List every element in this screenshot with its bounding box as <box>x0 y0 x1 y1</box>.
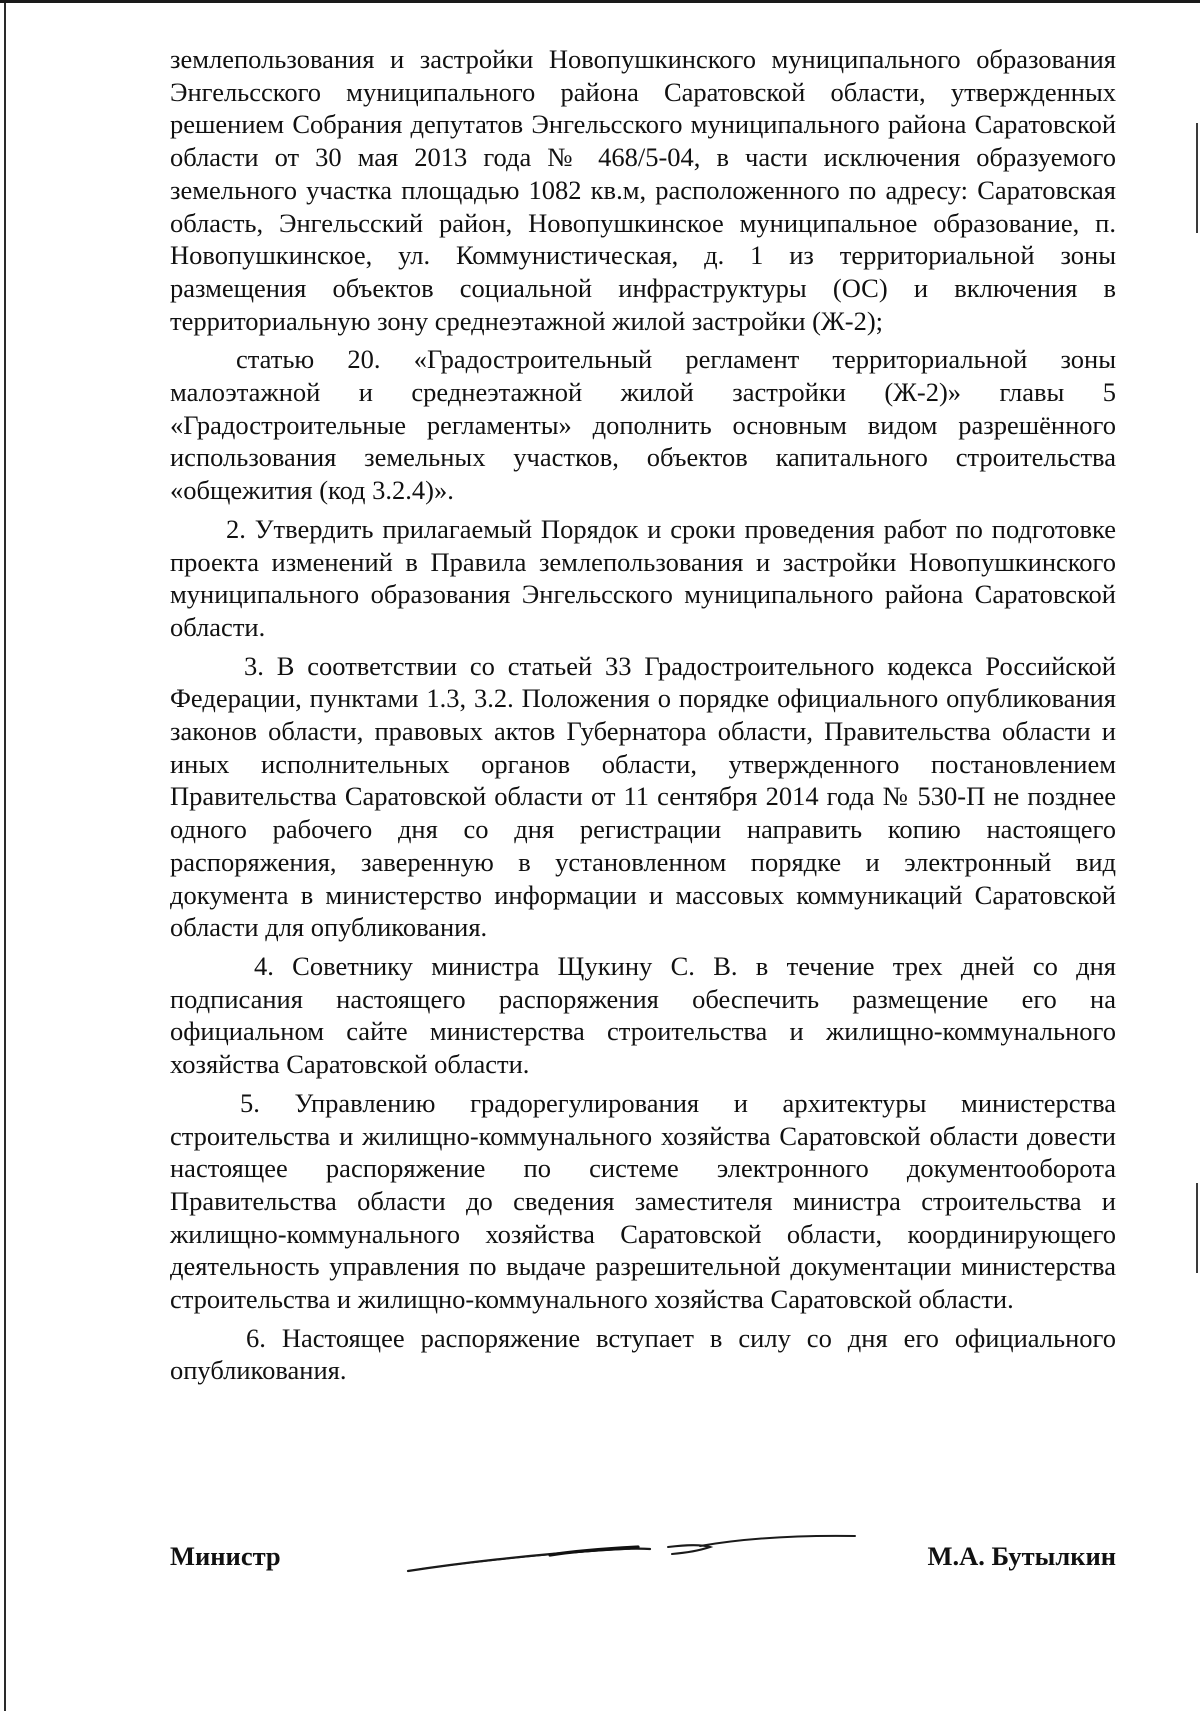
paragraph-item-2: 2. Утвердить прилагаемый Порядок и сроки проведения работ по подготовке проекта изменений в Правила землепользования и застройки Новопушкинского муниципального образования Энгельсского муниципального района Саратовской области. <box>170 513 1116 642</box>
signatory-title: Министр <box>170 1541 281 1571</box>
scan-right-edge-mark <box>1196 1183 1198 1273</box>
handwritten-signature-icon <box>400 1527 860 1587</box>
scan-left-edge <box>4 3 6 1711</box>
scan-right-edge-mark <box>1196 123 1198 233</box>
paragraph-item-6: 6. Настоящее распоряжение вступает в силу со дня его официального опубликования. <box>170 1322 1116 1386</box>
paragraph-item-5: 5. Управлению градорегулирования и архитектуры министерства строительства и жилищно-коммунального хозяйства Саратовской области довести настоящее распоряжение по системе электронного документооборота Правительства области до сведения заместителя министра строительства и жилищно-коммунального хозяйства Саратовской области, координирующего деятельность управления по выдаче разрешительной документации министерства строительства и жилищно-коммунального хозяйства Саратовской области. <box>170 1087 1116 1315</box>
signatory-name: М.А. Бутылкин <box>927 1541 1116 1571</box>
paragraph-continuation: землепользования и застройки Новопушкинского муниципального образования Энгельсского муниципального района Саратовской области, утвержденных решением Собрания депутатов Энгельсского муниципального района Саратовской области от 30 мая 2013 года № 468/5-04, в части исключения образуемого земельного участка площадью 1082 кв.м, расположенного по адресу: Саратовская область, Энгельсский район, Новопушкинское муниципальное образование, п. Новопушкинское, ул. Коммунистическая, д. 1 из территориальной зоны размещения объектов социальной инфраструктуры (ОС) и включения в территориальную зону среднеэтажной жилой застройки (Ж-2); <box>170 44 1116 336</box>
signature-block <box>170 1541 1116 1601</box>
document-body <box>170 43 1116 1393</box>
paragraph-article-20: статью 20. «Градостроительный регламент территориальной зоны малоэтажной и среднеэтажной жилой застройки (Ж-2)» главы 5 «Градостроительные регламенты» дополнить основным видом разрешённого использования земельных участков, объектов капитального строительства «общежития (код 3.2.4)». <box>170 344 1116 506</box>
paragraph-item-4: 4. Советнику министра Щукину С. В. в течение трех дней со дня подписания настоящего распоряжения обеспечить размещение его на официальном сайте министерства строительства и жилищно-коммунального хозяйства Саратовской области. <box>170 950 1116 1080</box>
paragraph-item-3: 3. В соответствии со статьей 33 Градостроительного кодекса Российской Федерации, пунктами 1.3, 3.2. Положения о порядке официального опубликования законов области, правовых актов Губернатора области, Правительства области и иных исполнительных органов области, утвержденного постановлением Правительства Саратовской области от 11 сентября 2014 года № 530-П не позднее одного рабочего дня со дня регистрации направить копию настоящего распоряжения, заверенную в установленном порядке и электронный вид документа в министерство информации и массовых коммуникаций Саратовской области для опубликования. <box>170 650 1116 943</box>
